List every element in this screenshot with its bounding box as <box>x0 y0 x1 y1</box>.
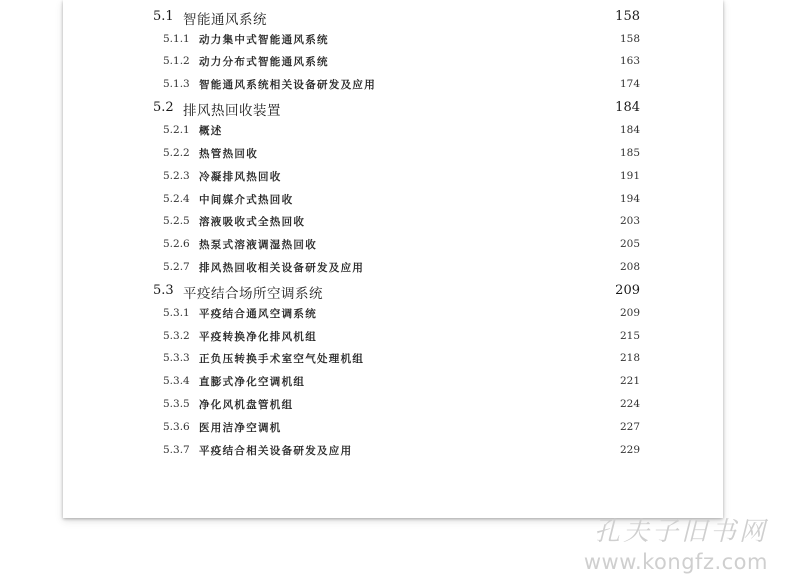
toc-title: 直膨式净化空调机组 <box>199 376 306 388</box>
toc-page-number: 194 <box>619 193 640 205</box>
toc-page-number: 221 <box>619 375 640 387</box>
toc-subsection-row <box>63 210 723 230</box>
toc-subsection-row <box>63 165 723 185</box>
toc-page-number: 227 <box>619 421 640 433</box>
toc-page-number: 209 <box>619 307 640 319</box>
toc-subsection-row <box>63 28 723 48</box>
toc-number: 5.2.5 <box>163 215 190 227</box>
toc-subsection-row <box>63 188 723 208</box>
toc-title: 平疫结合通风空调系统 <box>199 308 317 320</box>
toc-number: 5.3.5 <box>163 398 190 410</box>
toc-page-number: 215 <box>619 330 640 342</box>
toc-section-row <box>63 96 723 119</box>
toc-subsection-row <box>63 256 723 276</box>
toc-page-number: 209 <box>615 283 640 298</box>
toc-subsection-row <box>63 233 723 253</box>
toc-title: 平疫结合场所空调系统 <box>183 286 323 302</box>
toc-page-number: 229 <box>619 444 640 456</box>
toc-subsection-row <box>63 50 723 70</box>
toc-title: 智能通风系统相关设备研发及应用 <box>199 79 376 91</box>
toc-title: 净化风机盘管机组 <box>199 399 294 411</box>
toc-page-number: 158 <box>619 33 640 45</box>
toc-page-number: 184 <box>619 124 640 136</box>
toc-subsection-row <box>63 73 723 93</box>
toc-subsection-row <box>63 347 723 367</box>
toc-section-row <box>63 279 723 302</box>
toc-number: 5.2.7 <box>163 261 190 273</box>
toc-title: 冷凝排风热回收 <box>199 171 282 183</box>
toc-subsection-row <box>63 119 723 139</box>
toc-page-number: 158 <box>615 9 640 24</box>
toc-subsection-row <box>63 393 723 413</box>
toc-number: 5.3.2 <box>163 330 190 342</box>
toc-title: 动力集中式智能通风系统 <box>199 34 329 46</box>
toc-number: 5.3 <box>153 283 174 298</box>
toc-number: 5.1.2 <box>163 55 190 67</box>
toc-title: 医用洁净空调机 <box>199 422 282 434</box>
toc-title: 正负压转换手术室空气处理机组 <box>199 353 365 365</box>
toc-title: 动力分布式智能通风系统 <box>199 56 329 68</box>
toc-number: 5.3.1 <box>163 307 190 319</box>
toc-page-number: 191 <box>619 170 640 182</box>
toc-title: 热泵式溶液调湿热回收 <box>199 239 317 251</box>
watermark <box>584 511 768 574</box>
toc-subsection-row <box>63 416 723 436</box>
toc-page-number: 224 <box>619 398 640 410</box>
document-page <box>63 0 723 518</box>
toc-number: 5.2.2 <box>163 147 190 159</box>
toc-title: 排风热回收装置 <box>183 103 281 119</box>
toc-page-number: 218 <box>619 352 640 364</box>
toc-number: 5.3.6 <box>163 421 190 433</box>
toc-page-number: 185 <box>619 147 640 159</box>
toc-number: 5.2.1 <box>163 124 190 136</box>
toc-page-number: 184 <box>615 100 640 115</box>
toc-title: 溶液吸收式全热回收 <box>199 216 306 228</box>
toc-number: 5.2 <box>153 100 174 115</box>
toc-page-number: 205 <box>619 238 640 250</box>
toc-number: 5.3.4 <box>163 375 190 387</box>
toc-title: 概述 <box>199 125 223 137</box>
toc-number: 5.1 <box>153 9 174 24</box>
toc-number: 5.2.3 <box>163 170 190 182</box>
toc-number: 5.2.6 <box>163 238 190 250</box>
toc-subsection-row <box>63 142 723 162</box>
toc-title: 平疫结合相关设备研发及应用 <box>199 445 353 457</box>
toc-subsection-row <box>63 439 723 459</box>
toc-title: 平疫转换净化排风机组 <box>199 331 317 343</box>
toc-page-number: 163 <box>619 55 640 67</box>
toc-section-row <box>63 5 723 28</box>
toc-number: 5.3.7 <box>163 444 190 456</box>
toc-number: 5.2.4 <box>163 193 190 205</box>
toc-number: 5.3.3 <box>163 352 190 364</box>
watermark-url: www.kongfz.com <box>583 550 768 574</box>
toc-subsection-row <box>63 325 723 345</box>
table-of-contents <box>63 0 723 518</box>
toc-title: 排风热回收相关设备研发及应用 <box>199 262 365 274</box>
toc-title: 智能通风系统 <box>183 12 267 28</box>
toc-page-number: 203 <box>619 215 640 227</box>
toc-page-number: 174 <box>619 78 640 90</box>
toc-title: 中间媒介式热回收 <box>199 194 294 206</box>
toc-number: 5.1.1 <box>163 33 190 45</box>
toc-title: 热管热回收 <box>199 148 258 160</box>
toc-page-number: 208 <box>619 261 640 273</box>
toc-number: 5.1.3 <box>163 78 190 90</box>
watermark-name: 孔夫子旧书网 <box>593 517 768 547</box>
toc-subsection-row <box>63 370 723 390</box>
toc-subsection-row <box>63 302 723 322</box>
